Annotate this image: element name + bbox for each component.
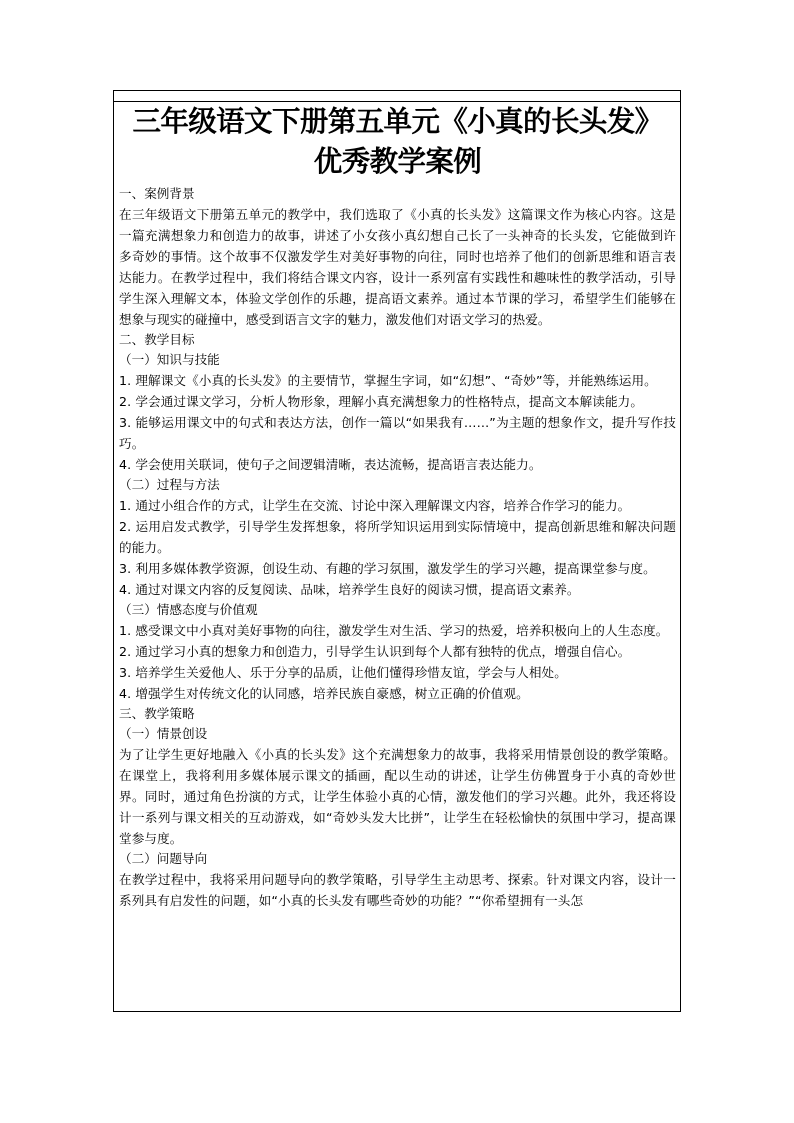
list-item: 3. 利用多媒体教学资源，创设生动、有趣的学习氛围，激发学生的学习兴趣，提高课堂参与度。 [119,561,656,576]
list-item: 4. 学会使用关联词，使句子之间逻辑清晰，表达流畅，提高语言表达能力。 [119,457,542,472]
subsection-heading: （一）知识与技能 [119,352,220,367]
list-item: 4. 通过对课文内容的反复阅读、品味，培养学生良好的阅读习惯，提高语文素养。 [119,582,580,597]
list-item: 1. 理解课文《小真的长头发》的主要情节，掌握生字词，如“幻想”、“奇妙”等，并能熟练运用。 [119,373,657,388]
section-heading: 三、教学策略 [119,706,195,721]
paragraph: 为了让学生更好地融入《小真的长头发》这个充满想象力的故事，我将采用情景创设的教学策略。在课堂上，我将利用多媒体展示课文的插画，配以生动的讲述，让学生仿佛置身于小真的奇妙世界。同时，通过角色扮演的方式，让学生体验小真的心情，激发他们的学习兴趣。此外，我还将设计一系列与课文相关的互动游戏，如“奇妙头发大比拼”，让学生在轻松愉快的氛围中学习，提高课堂参与度。 [119,747,676,846]
list-item: 2. 通过学习小真的想象力和创造力，引导学生认识到每个人都有独特的优点，增强自信心。 [119,644,631,659]
list-item: 1. 通过小组合作的方式，让学生在交流、讨论中深入理解课文内容，培养合作学习的能力。 [119,498,631,513]
paragraph: 在教学过程中，我将采用问题导向的教学策略，引导学生主动思考、探索。针对课文内容，设计一系列具有启发性的问题，如“小真的长头发有哪些奇妙的功能？”“你希望拥有一头怎 [119,872,676,908]
document-title-line-2: 优秀教学案例 [313,145,482,178]
document-body [119,184,676,911]
section-heading: 一、案例背景 [119,186,195,201]
subsection-heading: （一）情景创设 [119,726,208,741]
list-item: 2. 学会通过课文学习，分析人物形象，理解小真充满想象力的性格特点，提高文本解读能力。 [119,394,644,409]
list-item: 3. 培养学生关爱他人、乐于分享的品质，让他们懂得珍惜友谊，学会与人相处。 [119,665,567,680]
subsection-heading: （三）情感态度与价值观 [119,602,258,617]
list-item: 3. 能够运用课文中的句式和表达方法，创作一篇以“如果我有……”为主题的想象作文，提升写作技巧。 [119,415,676,451]
paragraph: 在三年级语文下册第五单元的教学中，我们选取了《小真的长头发》这篇课文作为核心内容。这是一篇充满想象力和创造力的故事，讲述了小女孩小真幻想自己长了一头神奇的长头发，它能做到许多奇妙的事情。这个故事不仅激发学生对美好事物的向往，同时也培养了他们的创新思维和语言表达能力。在教学过程中，我们将结合课文内容，设计一系列富有实践性和趣味性的教学活动，引导学生深入理解文本，体验文学创作的乐趣，提高语文素养。通过本节课的学习，希望学生们能够在想象与现实的碰撞中，感受到语言文字的魅力，激发他们对语文学习的热爱。 [119,207,676,327]
list-item: 4. 增强学生对传统文化的认同感，培养民族自豪感，树立正确的价值观。 [119,686,529,701]
document-frame [113,90,681,1012]
list-item: 2. 运用启发式教学，引导学生发挥想象，将所学知识运用到实际情境中，提高创新思维和解决问题的能力。 [119,519,676,555]
subsection-heading: （二）过程与方法 [119,477,220,492]
document-content [119,102,676,911]
subsection-heading: （二）问题导向 [119,851,208,866]
list-item: 1. 感受课文中小真对美好事物的向往，激发学生对生活、学习的热爱，培养积极向上的人生态度。 [119,623,669,638]
section-heading: 二、教学目标 [119,332,195,347]
document-title-line-1: 三年级语文下册第五单元《小真的长头发》 [132,105,663,138]
